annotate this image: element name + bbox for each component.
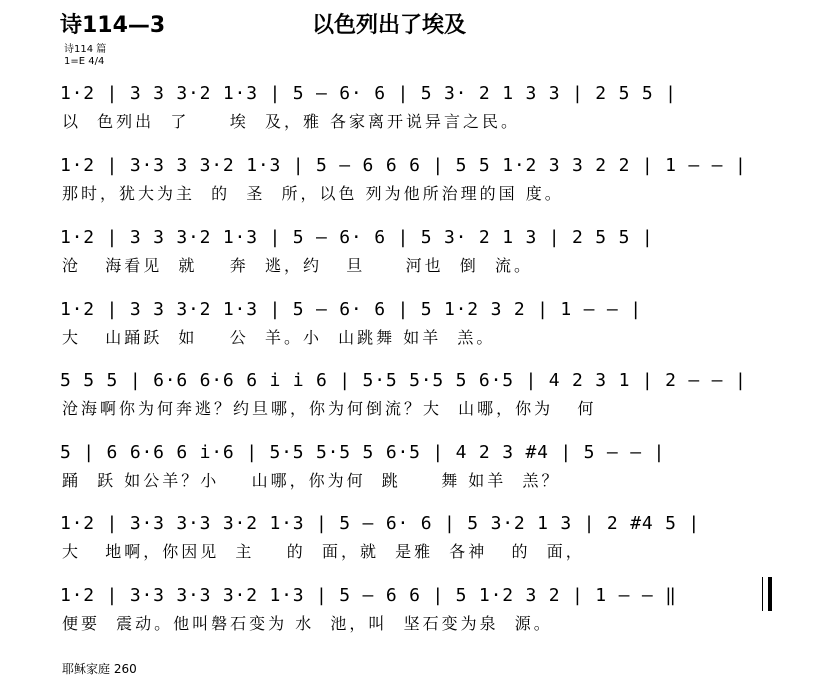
final-barline-thick xyxy=(768,577,772,611)
notation-line-2: 1·2 | 3·3 3 3·2 1·3 | 5 – 6 6 6 | 5 5 1·2 3 3 2 2 | 1 – – | xyxy=(60,155,747,176)
source-book: 耶稣家庭 260 xyxy=(62,662,137,676)
lyric-line-4: 大 山踊跃 如 公 羊。小 山跳舞 如羊 羔。 xyxy=(62,328,496,347)
lyric-line-6: 踊 跃 如公羊？小 山哪，你为何 跳 舞 如羊 羔？ xyxy=(62,471,561,490)
psalm-reference: 诗114—3 xyxy=(60,13,166,38)
notation-line-8: 1·2 | 3·3 3·3 3·2 1·3 | 5 – 6 6 | 5 1·2 3 2 | 1 – – ‖ xyxy=(60,585,677,606)
lyric-line-5: 沧海啊你为何奔逃？约旦哪，你为何倒流？大 山哪，你为 何 xyxy=(62,399,597,418)
final-barline-thin xyxy=(762,577,763,611)
hymn-title: 以色列出了埃及 xyxy=(312,13,467,38)
notation-line-4: 1·2 | 3 3 3·2 1·3 | 5 – 6· 6 | 5 1·2 3 2 | 1 – – | xyxy=(60,299,642,320)
lyric-line-8: 便要 震动。他叫磐石变为 水 池，叫 坚石变为泉 源。 xyxy=(62,614,553,633)
notation-line-7: 1·2 | 3·3 3·3 3·2 1·3 | 5 – 6· 6 | 5 3·2 1 3 | 2 #4 5 | xyxy=(60,513,701,534)
lyric-line-1: 以 色列出 了 埃 及，雅 各家离开说异言之民。 xyxy=(62,112,521,131)
lyric-line-2: 那时，犹大为主 的 圣 所，以色 列为他所治理的国 度。 xyxy=(62,184,564,203)
notation-line-3: 1·2 | 3 3 3·2 1·3 | 5 – 6· 6 | 5 3· 2 1 3 | 2 5 5 | xyxy=(60,227,654,248)
lyric-line-7: 大 地啊，你因见 主 的 面，就 是雅 各神 的 面， xyxy=(62,542,585,561)
notation-line-1: 1·2 | 3 3 3·2 1·3 | 5 – 6· 6 | 5 3· 2 1 3 3 | 2 5 5 | xyxy=(60,83,677,104)
psalm-source: 诗114 篇 xyxy=(64,44,107,55)
notation-line-5: 5 5 5 | 6·6 6·6 6 i i 6 | 5·5 5·5 5 6·5 | 4 2 3 1 | 2 – – | xyxy=(60,370,747,391)
notation-line-6: 5 | 6 6·6 6 i·6 | 5·5 5·5 5 6·5 | 4 2 3 #4 | 5 – – | xyxy=(60,442,666,463)
lyric-line-3: 沧 海看见 就 奔 逃，约 旦 河也 倒 流。 xyxy=(62,256,533,275)
key-signature: 1=E 4/4 xyxy=(64,56,105,67)
